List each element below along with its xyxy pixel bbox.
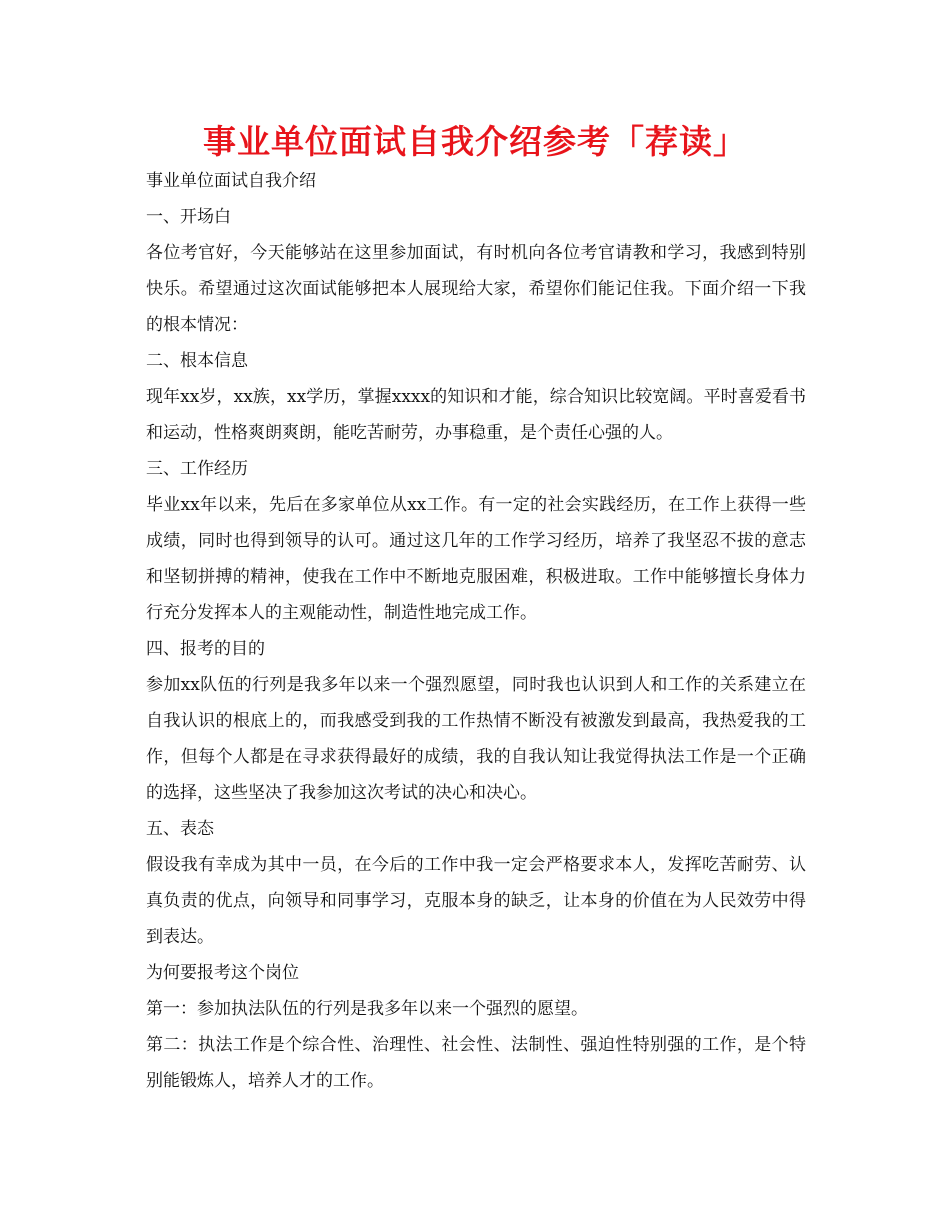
paragraph-basic-info: 现年xx岁，xx族，xx学历，掌握xxxx的知识和才能，综合知识比较宽阔。平时喜爱看书和运动，性格爽朗爽朗，能吃苦耐劳，办事稳重，是个责任心强的人。 bbox=[146, 387, 806, 443]
paragraph-reason-one: 第一：参加执法队伍的行列是我多年以来一个强烈的愿望。 bbox=[146, 999, 588, 1019]
document-title: 事业单位面试自我介绍参考「荐读」 bbox=[203, 122, 747, 161]
section-heading-work-experience: 三、工作经历 bbox=[146, 459, 248, 479]
document-body bbox=[146, 163, 806, 1099]
section-heading-basic-info: 二、根本信息 bbox=[146, 351, 248, 371]
section-heading-opening: 一、开场白 bbox=[146, 207, 231, 227]
paragraph-statement: 假设我有幸成为其中一员，在今后的工作中我一定会严格要求本人，发挥吃苦耐劳、认真负责的优点，向领导和同事学习，克服本身的缺乏，让本身的价值在为人民效劳中得到表达。 bbox=[146, 855, 806, 947]
section-heading-why-apply: 为何要报考这个岗位 bbox=[146, 963, 299, 983]
paragraph-purpose: 参加xx队伍的行列是我多年以来一个强烈愿望，同时我也认识到人和工作的关系建立在自我认识的根底上的，而我感受到我的工作热情不断没有被激发到最高，我热爱我的工作，但每个人都是在寻求获得最好的成绩，我的自我认知让我觉得执法工作是一个正确的选择，这些坚决了我参加这次考试的决心和决心。 bbox=[146, 675, 806, 803]
section-heading-purpose: 四、报考的目的 bbox=[146, 639, 265, 659]
paragraph-reason-two: 第二：执法工作是个综合性、治理性、社会性、法制性、强迫性特别强的工作，是个特别能锻炼人，培养人才的工作。 bbox=[146, 1035, 806, 1091]
paragraph-opening: 各位考官好，今天能够站在这里参加面试，有时机向各位考官请教和学习，我感到特别快乐。希望通过这次面试能够把本人展现给大家，希望你们能记住我。下面介绍一下我的根本情况： bbox=[146, 243, 806, 335]
paragraph-subtitle: 事业单位面试自我介绍 bbox=[146, 171, 316, 191]
paragraph-work-experience: 毕业xx年以来，先后在多家单位从xx工作。有一定的社会实践经历，在工作上获得一些成绩，同时也得到领导的认可。通过这几年的工作学习经历，培养了我坚忍不拔的意志和坚韧拼搏的精神，使我在工作中不断地克服困难，积极进取。工作中能够擅长身体力行充分发挥本人的主观能动性，制造性地完成工作。 bbox=[146, 495, 806, 623]
section-heading-statement: 五、表态 bbox=[146, 819, 214, 839]
